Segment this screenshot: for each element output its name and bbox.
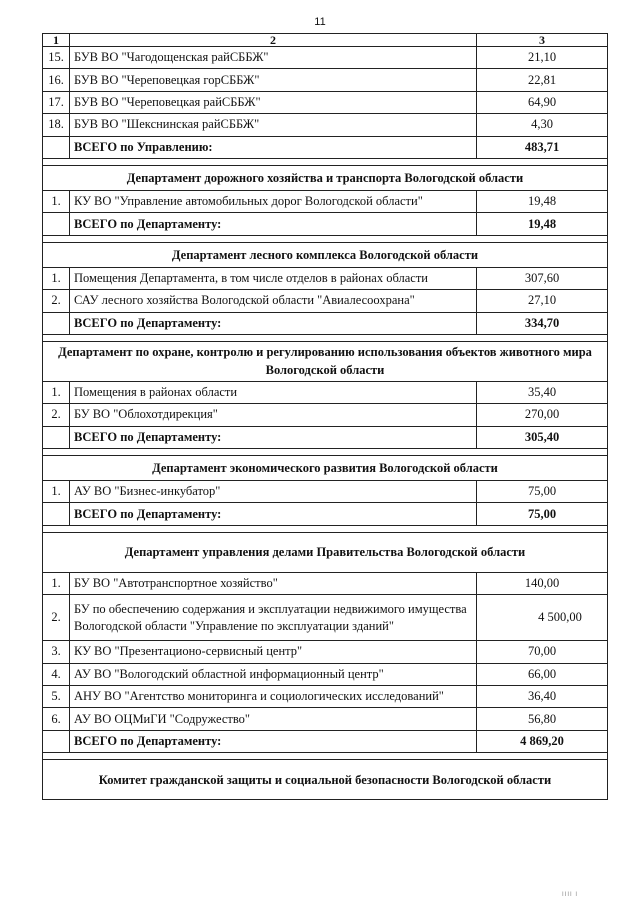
- total-number-cell: [43, 136, 70, 158]
- row-value: 22,81: [477, 69, 608, 91]
- total-label: ВСЕГО по Департаменту:: [70, 213, 477, 235]
- department-heading-row: [43, 532, 608, 572]
- row-number: 17.: [43, 91, 70, 113]
- column-header-1: 1: [43, 34, 70, 47]
- row-number: 1.: [43, 267, 70, 289]
- department-title: Комитет гражданской защиты и социальной безопасности Вологодской области: [43, 760, 608, 800]
- spacer-row: [43, 158, 608, 165]
- total-row: [43, 213, 608, 235]
- department-title: Департамент дорожного хозяйства и транспорта Вологодской области: [43, 165, 608, 190]
- row-name: АНУ ВО "Агентство мониторинга и социологических исследований": [70, 686, 477, 708]
- spacer-cell: [43, 449, 608, 456]
- row-value: 35,40: [477, 381, 608, 403]
- row-number: 15.: [43, 47, 70, 69]
- total-value: 334,70: [477, 312, 608, 334]
- total-number-cell: [43, 730, 70, 752]
- table-row: [43, 114, 608, 136]
- total-value: 483,71: [477, 136, 608, 158]
- total-value: 19,48: [477, 213, 608, 235]
- row-value: 56,80: [477, 708, 608, 730]
- row-name: АУ ВО ОЦМиГИ "Содружество": [70, 708, 477, 730]
- table-row: [43, 267, 608, 289]
- row-name: БУВ ВО "Шекснинская райСББЖ": [70, 114, 477, 136]
- row-value: 75,00: [477, 481, 608, 503]
- row-number: 1.: [43, 190, 70, 212]
- row-value: 4,30: [477, 114, 608, 136]
- total-row: [43, 426, 608, 448]
- row-value: 27,10: [477, 290, 608, 312]
- table-body: [43, 47, 608, 800]
- row-name: БУ ВО "Автотранспортное хозяйство": [70, 572, 477, 594]
- department-title: Департамент экономического развития Вологодской области: [43, 456, 608, 481]
- total-row: [43, 312, 608, 334]
- table-row: [43, 572, 608, 594]
- row-value: 21,10: [477, 47, 608, 69]
- row-number: 16.: [43, 69, 70, 91]
- row-name: БУ ВО "Облохотдирекция": [70, 404, 477, 426]
- row-number: 1.: [43, 481, 70, 503]
- spacer-cell: [43, 525, 608, 532]
- row-number: 4.: [43, 663, 70, 685]
- total-label: ВСЕГО по Управлению:: [70, 136, 477, 158]
- budget-table: [42, 33, 608, 800]
- table-row: [43, 47, 608, 69]
- department-heading-row: [43, 341, 608, 381]
- total-number-cell: [43, 503, 70, 525]
- row-name: Помещения Департамента, в том числе отделов в районах области: [70, 267, 477, 289]
- spacer-row: [43, 753, 608, 760]
- row-name: КУ ВО "Управление автомобильных дорог Вологодской области": [70, 190, 477, 212]
- row-number: 18.: [43, 114, 70, 136]
- spacer-row: [43, 334, 608, 341]
- total-number-cell: [43, 312, 70, 334]
- row-name: Помещения в районах области: [70, 381, 477, 403]
- total-label: ВСЕГО по Департаменту:: [70, 426, 477, 448]
- row-value: 36,40: [477, 686, 608, 708]
- total-label: ВСЕГО по Департаменту:: [70, 312, 477, 334]
- row-name: АУ ВО "Бизнес-инкубатор": [70, 481, 477, 503]
- department-heading-row: [43, 760, 608, 800]
- row-value: 70,00: [477, 641, 608, 663]
- page-number: 11: [314, 16, 326, 28]
- department-heading-row: [43, 165, 608, 190]
- spacer-cell: [43, 158, 608, 165]
- spacer-row: [43, 449, 608, 456]
- spacer-row: [43, 235, 608, 242]
- total-label: ВСЕГО по Департаменту:: [70, 503, 477, 525]
- total-number-cell: [43, 213, 70, 235]
- footer-mark: IIII I: [562, 892, 579, 898]
- department-title: Департамент управления делами Правительства Вологодской области: [43, 532, 608, 572]
- table-row: [43, 404, 608, 426]
- row-name: БУВ ВО "Череповецкая горСББЖ": [70, 69, 477, 91]
- column-header-3: 3: [477, 34, 608, 47]
- table-row: [43, 190, 608, 212]
- row-name: АУ ВО "Вологодский областной информационный центр": [70, 663, 477, 685]
- total-row: [43, 503, 608, 525]
- row-value: 307,60: [477, 267, 608, 289]
- table-row: [43, 381, 608, 403]
- table-row: [43, 290, 608, 312]
- department-title: Департамент лесного комплекса Вологодской области: [43, 242, 608, 267]
- table-row: [43, 663, 608, 685]
- table-row: [43, 69, 608, 91]
- table-row: [43, 481, 608, 503]
- row-value: 140,00: [477, 572, 608, 594]
- table-row: [43, 595, 608, 641]
- total-value: 4 869,20: [477, 730, 608, 752]
- spacer-cell: [43, 753, 608, 760]
- spacer-cell: [43, 235, 608, 242]
- row-value: 4 500,00: [477, 595, 608, 641]
- row-name: САУ лесного хозяйства Вологодской области "Авиалесоохрана": [70, 290, 477, 312]
- total-row: [43, 730, 608, 752]
- row-number: 2.: [43, 290, 70, 312]
- total-value: 305,40: [477, 426, 608, 448]
- column-header-2: 2: [70, 34, 477, 47]
- row-value: 19,48: [477, 190, 608, 212]
- row-number: 1.: [43, 381, 70, 403]
- row-number: 5.: [43, 686, 70, 708]
- row-name: БУВ ВО "Чагодощенская райСББЖ": [70, 47, 477, 69]
- total-value: 75,00: [477, 503, 608, 525]
- department-heading-row: [43, 242, 608, 267]
- row-number: 1.: [43, 572, 70, 594]
- table-row: [43, 641, 608, 663]
- total-row: [43, 136, 608, 158]
- department-title: Департамент по охране, контролю и регулированию использования объектов животного мира Вологодской области: [43, 341, 608, 381]
- row-value: 64,90: [477, 91, 608, 113]
- table-row: [43, 708, 608, 730]
- row-number: 2.: [43, 404, 70, 426]
- row-number: 2.: [43, 595, 70, 641]
- row-number: 3.: [43, 641, 70, 663]
- row-value: 270,00: [477, 404, 608, 426]
- total-number-cell: [43, 426, 70, 448]
- row-name: БУВ ВО "Череповецкая райСББЖ": [70, 91, 477, 113]
- row-number: 6.: [43, 708, 70, 730]
- spacer-cell: [43, 334, 608, 341]
- table-header-row: [43, 34, 608, 47]
- department-heading-row: [43, 456, 608, 481]
- spacer-row: [43, 525, 608, 532]
- total-label: ВСЕГО по Департаменту:: [70, 730, 477, 752]
- row-name: БУ по обеспечению содержания и эксплуатации недвижимого имущества Вологодской области "Управление по эксплуатации зданий": [70, 595, 477, 641]
- row-name: КУ ВО "Презентационо-сервисный центр": [70, 641, 477, 663]
- table-row: [43, 91, 608, 113]
- row-value: 66,00: [477, 663, 608, 685]
- table-row: [43, 686, 608, 708]
